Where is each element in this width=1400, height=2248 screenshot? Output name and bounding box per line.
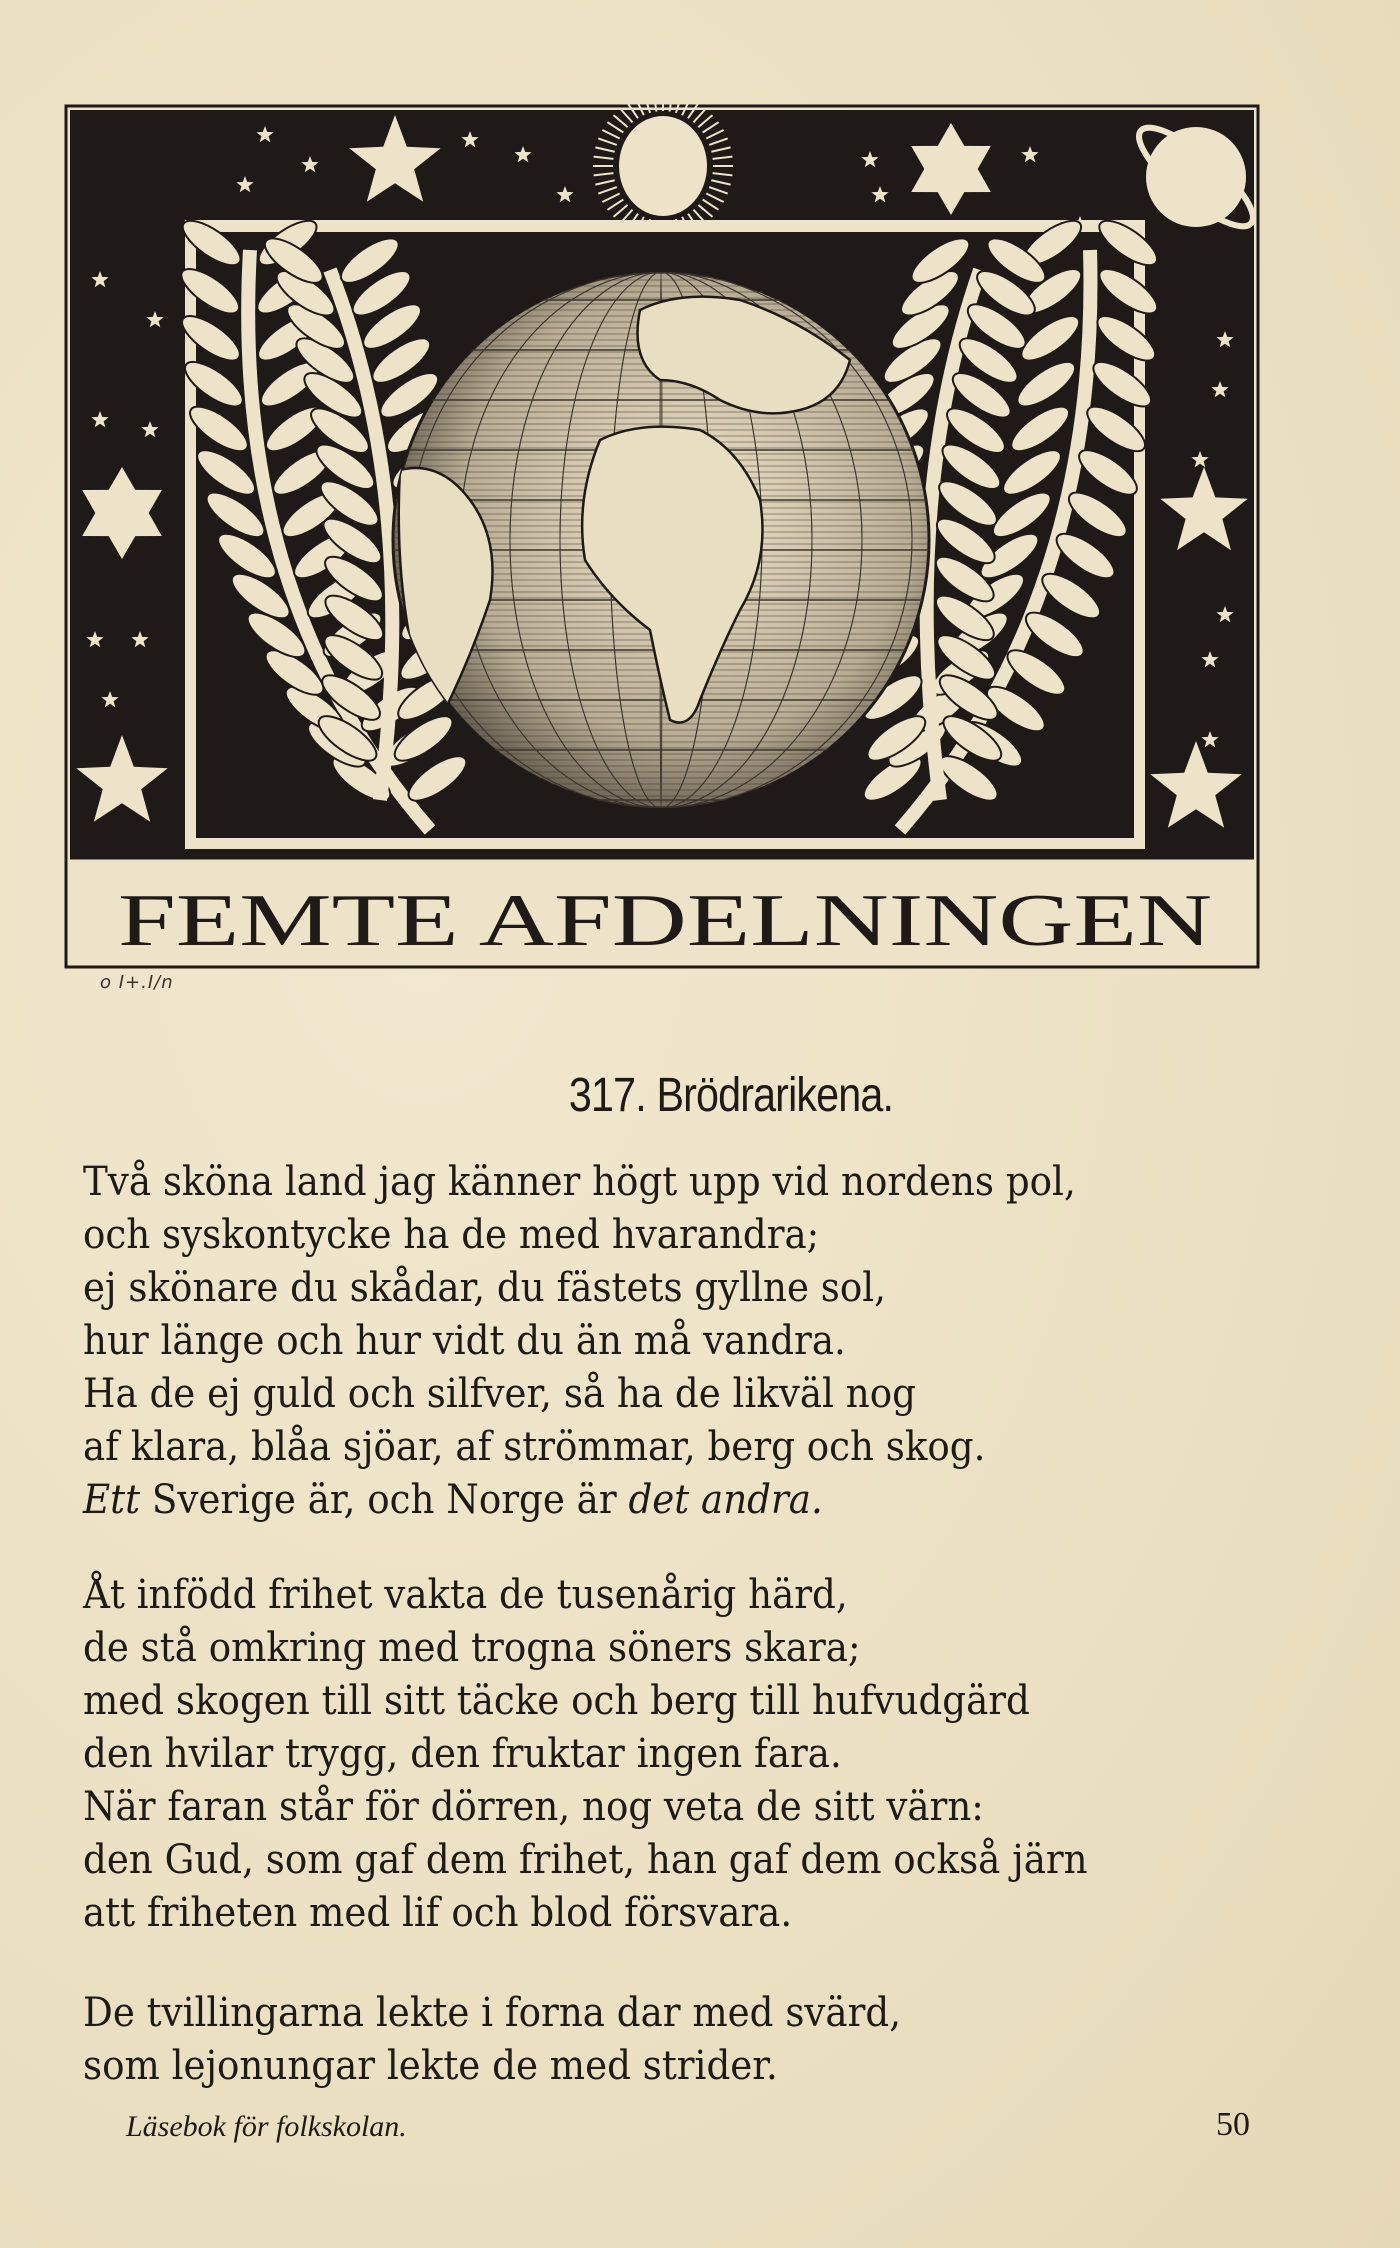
poem-line: som lejonungar lekte de med strider. xyxy=(83,2043,778,2089)
stanza-3 xyxy=(83,1987,1292,2093)
poem-line: med skogen till sitt täcke och berg till hufvudgärd xyxy=(83,1678,1030,1724)
engraver-mark: o I+.I/n xyxy=(100,972,174,993)
poem-line xyxy=(83,1474,1292,1527)
line-text: Sverige är, och Norge är xyxy=(140,1477,629,1523)
poem-line: och syskontycke ha de med hvarandra; xyxy=(83,1212,820,1258)
signature-number: 50 xyxy=(1216,2106,1250,2143)
stanza-1 xyxy=(83,1156,1292,1527)
italic-word: Ett xyxy=(83,1477,141,1523)
stanza-2 xyxy=(83,1569,1292,1940)
poem-line: När faran står för dörren, nog veta de sitt värn: xyxy=(83,1784,984,1830)
poem-line: de stå omkring med trogna söners skara; xyxy=(83,1625,861,1671)
poem-line: hur länge och hur vidt du än må vandra. xyxy=(83,1318,846,1364)
poem-line: Ha de ej guld och silfver, så ha de likväl nog xyxy=(83,1371,916,1417)
poem-line: den Gud, som gaf dem frihet, han gaf dem också järn xyxy=(83,1837,1088,1883)
globe-icon xyxy=(390,272,930,808)
poem-line: ej skönare du skådar, du fästets gyllne sol, xyxy=(83,1265,886,1311)
poem-line: af klara, blåa sjöar, af strömmar, berg och skog. xyxy=(83,1424,986,1470)
italic-phrase: det andra. xyxy=(628,1477,823,1523)
poem-title: 317. Brödrarikena. xyxy=(568,1069,894,1122)
poem-line: den hvilar trygg, den fruktar ingen fara. xyxy=(83,1731,842,1777)
chapter-illustration xyxy=(0,0,1400,1000)
poem-line: Åt infödd frihet vakta de tusenårig härd, xyxy=(83,1572,848,1618)
poem-line: De tvillingarna lekte i forna dar med svärd, xyxy=(83,1990,902,2036)
poem-body xyxy=(83,1156,1292,2135)
book-title-footer: Läsebok för folkskolan. xyxy=(126,2110,407,2143)
poem-line: att friheten med lif och blod försvara. xyxy=(83,1890,793,1936)
section-heading: FEMTE AFDELNINGEN xyxy=(118,880,1212,962)
poem-line: Två sköna land jag känner högt upp vid nordens pol, xyxy=(83,1159,1076,1205)
